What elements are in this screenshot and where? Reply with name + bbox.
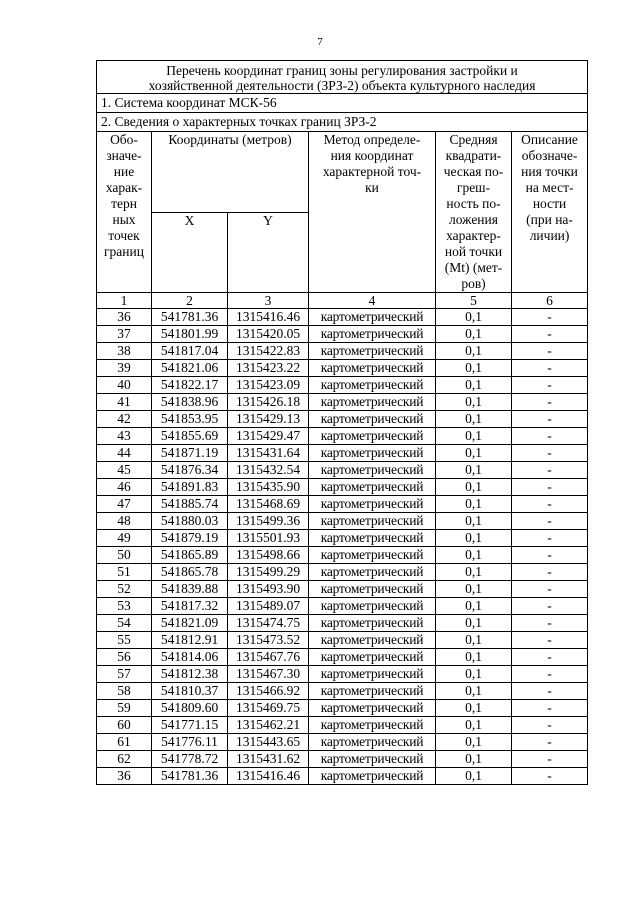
coord-y: 1315420.05 bbox=[228, 326, 309, 343]
method: картометрический bbox=[309, 428, 436, 445]
description: - bbox=[512, 768, 588, 785]
coord-x: 541814.06 bbox=[152, 649, 228, 666]
description: - bbox=[512, 394, 588, 411]
description: - bbox=[512, 615, 588, 632]
coord-y: 1315466.92 bbox=[228, 683, 309, 700]
description: - bbox=[512, 683, 588, 700]
mean-error: 0,1 bbox=[436, 649, 512, 666]
method: картометрический bbox=[309, 343, 436, 360]
table-row bbox=[97, 394, 588, 411]
table-row bbox=[97, 343, 588, 360]
table-row bbox=[97, 751, 588, 768]
point-number: 37 bbox=[97, 326, 152, 343]
point-number: 53 bbox=[97, 598, 152, 615]
column-number: 1 bbox=[97, 293, 152, 309]
mean-error: 0,1 bbox=[436, 666, 512, 683]
point-number: 54 bbox=[97, 615, 152, 632]
coord-x: 541865.78 bbox=[152, 564, 228, 581]
description: - bbox=[512, 462, 588, 479]
description: - bbox=[512, 530, 588, 547]
method: картометрический bbox=[309, 479, 436, 496]
table-row bbox=[97, 445, 588, 462]
coord-x: 541812.38 bbox=[152, 666, 228, 683]
mean-error: 0,1 bbox=[436, 462, 512, 479]
header-x: X bbox=[152, 212, 228, 293]
method: картометрический bbox=[309, 547, 436, 564]
point-number: 55 bbox=[97, 632, 152, 649]
table-row bbox=[97, 632, 588, 649]
mean-error: 0,1 bbox=[436, 377, 512, 394]
point-number: 36 bbox=[97, 309, 152, 326]
method: картометрический bbox=[309, 445, 436, 462]
description: - bbox=[512, 700, 588, 717]
coord-y: 1315467.76 bbox=[228, 649, 309, 666]
coord-x: 541809.60 bbox=[152, 700, 228, 717]
mean-error: 0,1 bbox=[436, 751, 512, 768]
section-coordinate-system: 1. Система координат МСК-56 bbox=[97, 94, 588, 113]
coord-x: 541871.19 bbox=[152, 445, 228, 462]
method: картометрический bbox=[309, 581, 436, 598]
method: картометрический bbox=[309, 666, 436, 683]
section-points-info: 2. Сведения о характерных точках границ ЗРЗ-2 bbox=[97, 113, 588, 132]
coord-y: 1315426.18 bbox=[228, 394, 309, 411]
point-number: 50 bbox=[97, 547, 152, 564]
coord-y: 1315499.36 bbox=[228, 513, 309, 530]
description: - bbox=[512, 309, 588, 326]
coord-y: 1315489.07 bbox=[228, 598, 309, 615]
table-row bbox=[97, 326, 588, 343]
point-number: 60 bbox=[97, 717, 152, 734]
method: картометрический bbox=[309, 309, 436, 326]
mean-error: 0,1 bbox=[436, 445, 512, 462]
method: картометрический bbox=[309, 326, 436, 343]
table-row bbox=[97, 649, 588, 666]
header-method: Метод определе- ния координат характерной точ- ки bbox=[309, 132, 436, 293]
mean-error: 0,1 bbox=[436, 734, 512, 751]
coord-y: 1315498.66 bbox=[228, 547, 309, 564]
mean-error: 0,1 bbox=[436, 598, 512, 615]
coord-x: 541885.74 bbox=[152, 496, 228, 513]
coord-y: 1315443.65 bbox=[228, 734, 309, 751]
description: - bbox=[512, 360, 588, 377]
method: картометрический bbox=[309, 615, 436, 632]
description: - bbox=[512, 649, 588, 666]
coord-x: 541817.04 bbox=[152, 343, 228, 360]
table-row bbox=[97, 615, 588, 632]
coord-x: 541810.37 bbox=[152, 683, 228, 700]
header-point-designation: Обо- значе- ние харак- терн ных точек границ bbox=[97, 132, 152, 293]
point-number: 44 bbox=[97, 445, 152, 462]
point-number: 61 bbox=[97, 734, 152, 751]
coord-x: 541876.34 bbox=[152, 462, 228, 479]
table-row bbox=[97, 530, 588, 547]
table-row bbox=[97, 496, 588, 513]
mean-error: 0,1 bbox=[436, 496, 512, 513]
point-number: 52 bbox=[97, 581, 152, 598]
table-row bbox=[97, 513, 588, 530]
description: - bbox=[512, 581, 588, 598]
column-number: 3 bbox=[228, 293, 309, 309]
point-number: 49 bbox=[97, 530, 152, 547]
coord-y: 1315499.29 bbox=[228, 564, 309, 581]
description: - bbox=[512, 734, 588, 751]
point-number: 41 bbox=[97, 394, 152, 411]
method: картометрический bbox=[309, 377, 436, 394]
method: картометрический bbox=[309, 496, 436, 513]
table-row bbox=[97, 479, 588, 496]
coord-y: 1315429.13 bbox=[228, 411, 309, 428]
mean-error: 0,1 bbox=[436, 309, 512, 326]
method: картометрический bbox=[309, 513, 436, 530]
mean-error: 0,1 bbox=[436, 615, 512, 632]
header-y: Y bbox=[228, 212, 309, 293]
title-line-2: хозяйственной деятельности (ЗРЗ-2) объекта культурного наследия bbox=[148, 78, 536, 93]
coord-x: 541855.69 bbox=[152, 428, 228, 445]
description: - bbox=[512, 445, 588, 462]
table-row bbox=[97, 598, 588, 615]
coord-x: 541771.15 bbox=[152, 717, 228, 734]
mean-error: 0,1 bbox=[436, 479, 512, 496]
table-row bbox=[97, 666, 588, 683]
point-number: 56 bbox=[97, 649, 152, 666]
coord-y: 1315423.22 bbox=[228, 360, 309, 377]
coord-x: 541865.89 bbox=[152, 547, 228, 564]
header-mean-error: Средняя квадрати- ческая по- греш- ность по- ложения характер- ной точки (Mt) (мет- ров) bbox=[436, 132, 512, 293]
description: - bbox=[512, 717, 588, 734]
coord-x: 541812.91 bbox=[152, 632, 228, 649]
description: - bbox=[512, 428, 588, 445]
coord-y: 1315431.64 bbox=[228, 445, 309, 462]
description: - bbox=[512, 326, 588, 343]
column-numbers-row bbox=[97, 293, 588, 309]
coord-x: 541891.83 bbox=[152, 479, 228, 496]
mean-error: 0,1 bbox=[436, 717, 512, 734]
coord-y: 1315435.90 bbox=[228, 479, 309, 496]
page-number: 7 bbox=[317, 36, 323, 48]
coord-x: 541821.09 bbox=[152, 615, 228, 632]
coord-y: 1315462.21 bbox=[228, 717, 309, 734]
table-row bbox=[97, 428, 588, 445]
description: - bbox=[512, 547, 588, 564]
method: картометрический bbox=[309, 700, 436, 717]
mean-error: 0,1 bbox=[436, 547, 512, 564]
description: - bbox=[512, 411, 588, 428]
coord-y: 1315468.69 bbox=[228, 496, 309, 513]
mean-error: 0,1 bbox=[436, 360, 512, 377]
mean-error: 0,1 bbox=[436, 343, 512, 360]
description: - bbox=[512, 343, 588, 360]
table-row bbox=[97, 768, 588, 785]
coord-y: 1315469.75 bbox=[228, 700, 309, 717]
coord-x: 541853.95 bbox=[152, 411, 228, 428]
mean-error: 0,1 bbox=[436, 700, 512, 717]
method: картометрический bbox=[309, 411, 436, 428]
coord-x: 541821.06 bbox=[152, 360, 228, 377]
table-row bbox=[97, 717, 588, 734]
point-number: 48 bbox=[97, 513, 152, 530]
table-row bbox=[97, 309, 588, 326]
coord-x: 541817.32 bbox=[152, 598, 228, 615]
point-number: 62 bbox=[97, 751, 152, 768]
description: - bbox=[512, 377, 588, 394]
point-number: 59 bbox=[97, 700, 152, 717]
mean-error: 0,1 bbox=[436, 683, 512, 700]
method: картометрический bbox=[309, 598, 436, 615]
method: картометрический bbox=[309, 394, 436, 411]
coord-y: 1315501.93 bbox=[228, 530, 309, 547]
mean-error: 0,1 bbox=[436, 513, 512, 530]
table-row bbox=[97, 360, 588, 377]
table-row bbox=[97, 547, 588, 564]
header-description: Описание обозначе- ния точки на мест- ности (при на- личии) bbox=[512, 132, 588, 293]
point-number: 47 bbox=[97, 496, 152, 513]
method: картометрический bbox=[309, 649, 436, 666]
coord-x: 541822.17 bbox=[152, 377, 228, 394]
coord-y: 1315422.83 bbox=[228, 343, 309, 360]
coord-y: 1315432.54 bbox=[228, 462, 309, 479]
description: - bbox=[512, 666, 588, 683]
method: картометрический bbox=[309, 734, 436, 751]
coord-y: 1315416.46 bbox=[228, 309, 309, 326]
coord-x: 541880.03 bbox=[152, 513, 228, 530]
point-number: 39 bbox=[97, 360, 152, 377]
header-coordinates: Координаты (метров) bbox=[152, 132, 309, 213]
title-line-1: Перечень координат границ зоны регулирования застройки и bbox=[166, 63, 518, 78]
method: картометрический bbox=[309, 564, 436, 581]
coord-x: 541879.19 bbox=[152, 530, 228, 547]
coord-x: 541778.72 bbox=[152, 751, 228, 768]
method: картометрический bbox=[309, 683, 436, 700]
table-row bbox=[97, 700, 588, 717]
table-row bbox=[97, 683, 588, 700]
point-number: 57 bbox=[97, 666, 152, 683]
description: - bbox=[512, 479, 588, 496]
point-number: 40 bbox=[97, 377, 152, 394]
column-number: 6 bbox=[512, 293, 588, 309]
table-row bbox=[97, 581, 588, 598]
coord-y: 1315423.09 bbox=[228, 377, 309, 394]
coord-y: 1315416.46 bbox=[228, 768, 309, 785]
table-title bbox=[97, 61, 588, 94]
point-number: 58 bbox=[97, 683, 152, 700]
point-number: 36 bbox=[97, 768, 152, 785]
point-number: 38 bbox=[97, 343, 152, 360]
coord-x: 541781.36 bbox=[152, 768, 228, 785]
description: - bbox=[512, 632, 588, 649]
coord-y: 1315473.52 bbox=[228, 632, 309, 649]
table-row bbox=[97, 411, 588, 428]
mean-error: 0,1 bbox=[436, 530, 512, 547]
description: - bbox=[512, 751, 588, 768]
method: картометрический bbox=[309, 632, 436, 649]
coord-y: 1315429.47 bbox=[228, 428, 309, 445]
method: картометрический bbox=[309, 768, 436, 785]
mean-error: 0,1 bbox=[436, 768, 512, 785]
mean-error: 0,1 bbox=[436, 581, 512, 598]
point-number: 42 bbox=[97, 411, 152, 428]
method: картометрический bbox=[309, 717, 436, 734]
method: картометрический bbox=[309, 462, 436, 479]
description: - bbox=[512, 496, 588, 513]
mean-error: 0,1 bbox=[436, 326, 512, 343]
coord-y: 1315493.90 bbox=[228, 581, 309, 598]
point-number: 45 bbox=[97, 462, 152, 479]
table-row bbox=[97, 734, 588, 751]
table-row bbox=[97, 564, 588, 581]
point-number: 43 bbox=[97, 428, 152, 445]
coord-x: 541839.88 bbox=[152, 581, 228, 598]
column-number: 5 bbox=[436, 293, 512, 309]
mean-error: 0,1 bbox=[436, 394, 512, 411]
table-row bbox=[97, 462, 588, 479]
mean-error: 0,1 bbox=[436, 428, 512, 445]
coord-x: 541838.96 bbox=[152, 394, 228, 411]
coord-x: 541781.36 bbox=[152, 309, 228, 326]
table-row bbox=[97, 377, 588, 394]
coord-x: 541776.11 bbox=[152, 734, 228, 751]
method: картометрический bbox=[309, 530, 436, 547]
coord-y: 1315431.62 bbox=[228, 751, 309, 768]
description: - bbox=[512, 598, 588, 615]
coord-x: 541801.99 bbox=[152, 326, 228, 343]
point-number: 46 bbox=[97, 479, 152, 496]
column-number: 4 bbox=[309, 293, 436, 309]
method: картометрический bbox=[309, 751, 436, 768]
mean-error: 0,1 bbox=[436, 632, 512, 649]
method: картометрический bbox=[309, 360, 436, 377]
column-number: 2 bbox=[152, 293, 228, 309]
mean-error: 0,1 bbox=[436, 564, 512, 581]
coord-y: 1315474.75 bbox=[228, 615, 309, 632]
description: - bbox=[512, 513, 588, 530]
coord-y: 1315467.30 bbox=[228, 666, 309, 683]
coordinates-table bbox=[96, 60, 588, 785]
mean-error: 0,1 bbox=[436, 411, 512, 428]
point-number: 51 bbox=[97, 564, 152, 581]
description: - bbox=[512, 564, 588, 581]
